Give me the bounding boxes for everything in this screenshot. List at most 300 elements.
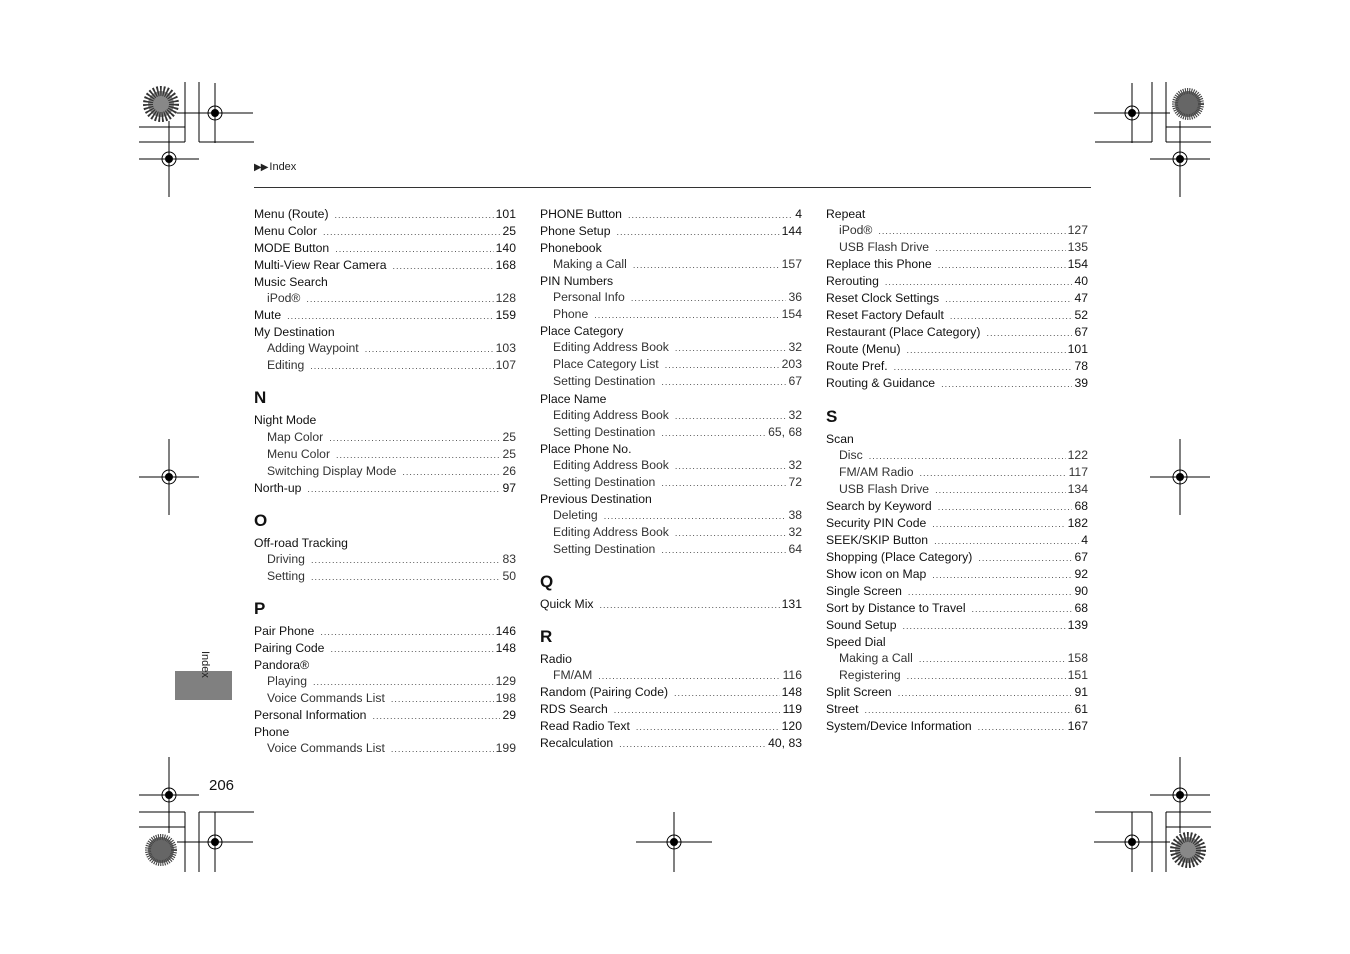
page-reference[interactable]: 151 — [1067, 668, 1088, 683]
index-entry[interactable] — [540, 223, 802, 240]
page-reference[interactable]: 39 — [1074, 376, 1088, 391]
entry-term: Read Radio Text — [540, 719, 630, 734]
page-reference[interactable]: 50 — [502, 568, 516, 583]
dot-leader — [661, 374, 786, 390]
index-subentry[interactable] — [540, 667, 802, 684]
page-reference[interactable]: 25 — [502, 446, 516, 461]
dot-leader — [365, 341, 494, 357]
index-entry[interactable] — [254, 240, 516, 257]
index-heading — [826, 206, 1088, 222]
dot-leader — [675, 525, 787, 541]
dot-leader — [978, 719, 1066, 735]
entry-term: Random (Pairing Code) — [540, 685, 669, 700]
page-reference[interactable]: 148 — [495, 640, 516, 655]
index-heading — [254, 324, 516, 340]
entry-term: Rerouting — [826, 274, 879, 289]
page-reference[interactable]: 120 — [781, 719, 802, 734]
dot-leader — [600, 597, 780, 613]
dot-leader — [320, 624, 493, 640]
entry-term: System/Device Information — [826, 719, 972, 734]
page-reference[interactable]: 36 — [788, 290, 802, 305]
dot-leader — [391, 741, 494, 757]
entry-term: Replace this Phone — [826, 257, 932, 272]
page-reference[interactable]: 107 — [495, 358, 516, 373]
index-entry[interactable] — [826, 701, 1088, 718]
entry-term: Pairing Code — [254, 640, 325, 655]
entry-term: Disc — [839, 447, 863, 462]
entry-term: Menu Color — [254, 224, 317, 239]
page-reference[interactable]: 29 — [502, 708, 516, 723]
index-entry[interactable] — [254, 223, 516, 240]
page-reference[interactable]: 135 — [1067, 240, 1088, 255]
index-subentry[interactable] — [826, 222, 1088, 239]
index-entry[interactable] — [826, 341, 1088, 358]
dot-leader — [865, 702, 1073, 718]
index-heading — [254, 535, 516, 551]
page-reference[interactable]: 119 — [782, 702, 802, 717]
entry-term: Restaurant (Place Category) — [826, 325, 981, 340]
index-subentry[interactable] — [540, 424, 802, 441]
index-subentry[interactable] — [540, 507, 802, 524]
entry-term: Editing Address Book — [553, 407, 669, 422]
dot-leader — [393, 258, 494, 274]
index-subentry[interactable] — [254, 340, 516, 357]
index-subentry[interactable] — [540, 289, 802, 306]
index-entry[interactable] — [826, 273, 1088, 290]
page-reference[interactable]: 101 — [495, 207, 516, 221]
page-reference[interactable]: 140 — [495, 241, 516, 256]
dot-leader — [986, 325, 1072, 341]
entry-term: North-up — [254, 480, 302, 495]
index-heading — [254, 724, 516, 740]
dot-leader — [619, 736, 766, 752]
entry-term: Show icon on Map — [826, 566, 927, 581]
index-subentry[interactable] — [540, 407, 802, 424]
index-heading — [540, 491, 802, 507]
dot-leader — [336, 447, 500, 463]
page-reference[interactable]: 4 — [795, 207, 802, 221]
breadcrumb[interactable] — [254, 161, 296, 173]
entry-term: Multi-View Rear Camera — [254, 258, 387, 273]
dot-leader — [935, 482, 1066, 498]
entry-term: Map Color — [267, 429, 324, 444]
index-entry[interactable] — [254, 707, 516, 724]
section-letter: S — [826, 406, 838, 426]
dot-leader — [885, 274, 1073, 290]
index-entry[interactable] — [826, 718, 1088, 735]
index-entry[interactable] — [826, 256, 1088, 273]
index-subentry[interactable] — [254, 551, 516, 568]
page-reference[interactable]: 67 — [1074, 549, 1088, 564]
index-subentry[interactable] — [826, 239, 1088, 256]
dot-leader — [335, 241, 493, 257]
index-heading — [254, 274, 516, 290]
index-entry[interactable] — [826, 498, 1088, 515]
page-reference[interactable]: 91 — [1074, 685, 1088, 700]
index-heading — [254, 412, 516, 428]
dot-leader — [598, 668, 780, 684]
page-reference[interactable]: 144 — [781, 224, 802, 239]
index-entry[interactable] — [254, 257, 516, 274]
index-subentry[interactable] — [540, 373, 802, 390]
entry-term: PHONE Button — [540, 207, 622, 221]
entry-term: Reset Clock Settings — [826, 291, 940, 306]
page-reference[interactable]: 64 — [788, 541, 802, 556]
index-entry[interactable] — [540, 206, 802, 223]
entry-term: Mute — [254, 308, 282, 323]
entry-term: Quick Mix — [540, 596, 594, 611]
entry-term: Phone — [553, 307, 589, 322]
page-reference[interactable]: 116 — [782, 668, 802, 683]
breadcrumb-label: Index — [269, 161, 297, 173]
entry-term: Place Category — [540, 324, 624, 339]
index-column-3 — [826, 206, 1088, 735]
section-letter: P — [254, 598, 266, 618]
section-letter: R — [540, 627, 553, 647]
page-reference[interactable]: 83 — [502, 551, 516, 566]
entry-term: Split Screen — [826, 685, 892, 700]
page-number: 206 — [209, 777, 235, 794]
dot-leader — [402, 464, 500, 480]
dot-leader — [323, 224, 500, 240]
page-reference[interactable]: 90 — [1074, 583, 1088, 598]
index-heading — [826, 634, 1088, 650]
entry-term: Reset Factory Default — [826, 308, 944, 323]
index-entry[interactable] — [826, 290, 1088, 307]
page-reference[interactable]: 127 — [1067, 223, 1088, 238]
dot-leader — [675, 458, 787, 474]
entry-term: Registering — [839, 668, 901, 683]
page-reference[interactable]: 65, 68 — [768, 424, 802, 439]
page-reference[interactable]: 67 — [788, 374, 802, 389]
page-reference[interactable]: 157 — [781, 257, 802, 272]
entry-term: Pandora® — [254, 657, 310, 672]
index-heading — [540, 323, 802, 339]
index-column-1 — [254, 206, 516, 757]
entry-term: PIN Numbers — [540, 274, 614, 289]
page-reference[interactable]: 139 — [1067, 618, 1088, 633]
dot-leader — [614, 702, 781, 718]
section-letter: Q — [540, 571, 554, 591]
entry-term: Setting Destination — [553, 474, 656, 489]
entry-term: Music Search — [254, 275, 328, 290]
entry-term: Making a Call — [839, 651, 913, 666]
index-subentry[interactable] — [826, 650, 1088, 667]
dot-leader — [661, 542, 786, 558]
page-reference[interactable]: 131 — [781, 596, 802, 611]
page-reference[interactable]: 128 — [495, 291, 516, 306]
index-subentry[interactable] — [254, 290, 516, 307]
entry-term: Off-road Tracking — [254, 535, 348, 550]
page-reference[interactable]: 25 — [502, 429, 516, 444]
entry-term: Editing — [267, 358, 305, 373]
dot-leader — [287, 308, 494, 324]
entry-term: Setting Destination — [553, 424, 656, 439]
dot-leader — [907, 342, 1066, 358]
page-reference[interactable]: 182 — [1067, 515, 1088, 530]
entry-term: Pair Phone — [254, 623, 315, 638]
entry-term: Scan — [826, 431, 854, 446]
index-entry[interactable] — [826, 324, 1088, 341]
page-reference[interactable]: 78 — [1074, 359, 1088, 374]
index-entry[interactable] — [826, 307, 1088, 324]
index-subentry[interactable] — [540, 356, 802, 373]
index-entry[interactable] — [254, 206, 516, 223]
dot-leader — [311, 569, 500, 585]
page-reference[interactable]: 68 — [1074, 600, 1088, 615]
entry-term: Voice Commands List — [267, 741, 385, 756]
page-reference[interactable]: 38 — [788, 507, 802, 522]
index-entry[interactable] — [826, 358, 1088, 375]
entry-term: Recalculation — [540, 736, 614, 751]
index-entry[interactable] — [826, 617, 1088, 634]
page-reference[interactable]: 167 — [1067, 719, 1088, 734]
dot-leader — [665, 357, 780, 373]
page-reference[interactable]: 97 — [502, 480, 516, 495]
index-subentry[interactable] — [254, 568, 516, 585]
dot-leader — [938, 257, 1066, 273]
index-entry[interactable] — [254, 480, 516, 497]
index-entry[interactable] — [540, 701, 802, 718]
entry-term: Place Name — [540, 391, 607, 406]
index-heading — [254, 657, 516, 673]
page-reference[interactable]: 32 — [788, 340, 802, 355]
page-reference[interactable]: 47 — [1074, 291, 1088, 306]
index-entry[interactable] — [826, 566, 1088, 583]
entry-term: Route (Menu) — [826, 342, 901, 357]
index-heading — [540, 273, 802, 289]
dot-leader — [335, 207, 494, 223]
page-reference[interactable]: 68 — [1074, 498, 1088, 513]
entry-term: Deleting — [553, 507, 598, 522]
index-heading — [540, 441, 802, 457]
page-reference[interactable]: 67 — [1074, 325, 1088, 340]
entry-term: USB Flash Drive — [839, 481, 930, 496]
index-column-2 — [540, 206, 802, 752]
dot-leader — [313, 674, 494, 690]
index-entry[interactable] — [254, 640, 516, 657]
index-entry[interactable] — [254, 623, 516, 640]
page-reference[interactable]: 159 — [495, 308, 516, 323]
dot-leader — [594, 307, 779, 323]
entry-term: iPod® — [267, 291, 301, 306]
page-reference[interactable]: 198 — [495, 691, 516, 706]
index-subentry[interactable] — [826, 667, 1088, 684]
page-reference[interactable]: 117 — [1068, 464, 1088, 479]
page-reference[interactable]: 92 — [1074, 566, 1088, 581]
entry-term: Phone — [254, 725, 290, 740]
entry-term: Setting Destination — [553, 541, 656, 556]
dot-leader — [898, 685, 1073, 701]
dot-leader — [950, 308, 1073, 324]
index-subentry[interactable] — [540, 306, 802, 323]
entry-term: Voice Commands List — [267, 691, 385, 706]
dot-leader — [631, 290, 787, 306]
index-entry[interactable] — [826, 515, 1088, 532]
entry-term: Editing Address Book — [553, 457, 669, 472]
entry-term: Making a Call — [553, 257, 627, 272]
dot-leader — [934, 533, 1079, 549]
page-reference[interactable]: 26 — [502, 463, 516, 478]
page-reference[interactable]: 32 — [788, 407, 802, 422]
entry-term: FM/AM — [553, 668, 593, 683]
entry-term: Route Pref. — [826, 359, 888, 374]
entry-term: MODE Button — [254, 241, 330, 256]
page-reference[interactable]: 122 — [1067, 447, 1088, 462]
entry-term: Personal Info — [553, 290, 625, 305]
entry-term: Repeat — [826, 207, 866, 221]
index-subentry[interactable] — [254, 429, 516, 446]
entry-term: Place Phone No. — [540, 441, 632, 456]
entry-term: Sound Setup — [826, 618, 897, 633]
dot-leader — [306, 291, 493, 307]
page-reference[interactable]: 40, 83 — [768, 736, 802, 751]
entry-term: Phonebook — [540, 241, 602, 256]
index-entry[interactable] — [540, 718, 802, 735]
entry-term: FM/AM Radio — [839, 464, 914, 479]
entry-term: Single Screen — [826, 583, 902, 598]
index-subentry[interactable] — [540, 457, 802, 474]
dot-leader — [307, 481, 500, 497]
index-subentry[interactable] — [254, 446, 516, 463]
dot-leader — [604, 508, 787, 524]
page-reference[interactable]: 154 — [1067, 257, 1088, 272]
page-reference[interactable]: 4 — [1081, 532, 1088, 547]
page-reference[interactable]: 134 — [1067, 481, 1088, 496]
dot-leader — [372, 708, 500, 724]
index-entry[interactable] — [540, 684, 802, 701]
index-entry[interactable] — [826, 583, 1088, 600]
index-subentry[interactable] — [826, 447, 1088, 464]
entry-term: Adding Waypoint — [267, 341, 359, 356]
index-entry[interactable] — [826, 600, 1088, 617]
dot-leader — [674, 685, 780, 701]
index-entry[interactable] — [540, 596, 802, 613]
index-entry[interactable] — [826, 549, 1088, 566]
index-subentry[interactable] — [254, 740, 516, 757]
dot-leader — [661, 475, 786, 491]
entry-term: Radio — [540, 652, 572, 667]
entry-term: Search by Keyword — [826, 498, 932, 513]
page-reference[interactable]: 32 — [788, 524, 802, 539]
page-reference[interactable]: 168 — [495, 258, 516, 273]
section-letter: O — [254, 510, 268, 530]
page-reference[interactable]: 103 — [495, 341, 516, 356]
page-reference[interactable]: 61 — [1074, 702, 1088, 717]
double-arrow-icon: ▶▶ — [254, 162, 268, 173]
dot-leader — [908, 584, 1073, 600]
dot-leader — [878, 223, 1065, 239]
index-entry[interactable] — [826, 684, 1088, 701]
dot-leader — [935, 240, 1066, 256]
page-reference[interactable]: 199 — [495, 741, 516, 756]
dot-leader — [941, 376, 1072, 392]
dot-leader — [633, 257, 780, 273]
page-reference[interactable]: 203 — [781, 357, 802, 372]
dot-leader — [894, 359, 1073, 375]
entry-term: Night Mode — [254, 413, 317, 428]
page-reference[interactable]: 148 — [781, 685, 802, 700]
page-reference[interactable]: 52 — [1074, 308, 1088, 323]
dot-leader — [311, 552, 501, 568]
page-reference[interactable]: 154 — [781, 307, 802, 322]
dot-leader — [945, 291, 1072, 307]
index-subentry[interactable] — [540, 524, 802, 541]
entry-term: Routing & Guidance — [826, 376, 936, 391]
index-subentry[interactable] — [254, 690, 516, 707]
entry-term: Menu Color — [267, 446, 330, 461]
entry-term: Driving — [267, 551, 305, 566]
page-reference[interactable]: 72 — [788, 474, 802, 489]
entry-term: Security PIN Code — [826, 515, 927, 530]
entry-term: iPod® — [839, 223, 873, 238]
page-reference[interactable]: 40 — [1074, 274, 1088, 289]
dot-leader — [391, 691, 494, 707]
dot-leader — [932, 567, 1072, 583]
index-subentry[interactable] — [540, 256, 802, 273]
index-subentry[interactable] — [540, 339, 802, 356]
index-heading — [826, 431, 1088, 447]
dot-leader — [938, 499, 1073, 515]
index-heading — [540, 240, 802, 256]
header-rule — [254, 187, 1091, 188]
index-subentry[interactable] — [826, 464, 1088, 481]
page-reference[interactable]: 129 — [495, 673, 516, 688]
index-subentry[interactable] — [540, 474, 802, 491]
dot-leader — [972, 601, 1073, 617]
index-subentry[interactable] — [254, 357, 516, 374]
entry-term: Editing Address Book — [553, 340, 669, 355]
dot-leader — [978, 550, 1072, 566]
dot-leader — [675, 408, 787, 424]
dot-leader — [902, 618, 1065, 634]
entry-term: Playing — [267, 673, 307, 688]
entry-term: SEEK/SKIP Button — [826, 532, 929, 547]
entry-term: My Destination — [254, 325, 335, 340]
index-subentry[interactable] — [254, 673, 516, 690]
entry-term: Menu (Route) — [254, 207, 329, 221]
dot-leader — [920, 465, 1067, 481]
entry-term: Editing Address Book — [553, 524, 669, 539]
entry-term: Phone Setup — [540, 224, 611, 239]
index-subentry[interactable] — [540, 541, 802, 558]
page-reference[interactable]: 25 — [502, 224, 516, 239]
dot-leader — [616, 224, 779, 240]
entry-term: Setting Destination — [553, 374, 656, 389]
page-reference[interactable]: 158 — [1067, 651, 1088, 666]
index-entry[interactable] — [254, 307, 516, 324]
dot-leader — [869, 448, 1066, 464]
entry-term: USB Flash Drive — [839, 240, 930, 255]
page-reference[interactable]: 101 — [1067, 342, 1088, 357]
index-subentry[interactable] — [826, 481, 1088, 498]
entry-term: Shopping (Place Category) — [826, 549, 973, 564]
page-reference[interactable]: 146 — [495, 623, 516, 638]
index-heading — [540, 651, 802, 667]
dot-leader — [636, 719, 780, 735]
entry-term: Place Category List — [553, 357, 659, 372]
page-reference[interactable]: 32 — [788, 457, 802, 472]
index-entry[interactable] — [826, 375, 1088, 392]
dot-leader — [628, 207, 793, 223]
entry-term: Previous Destination — [540, 491, 652, 506]
entry-term: Speed Dial — [826, 635, 886, 650]
dot-leader — [329, 430, 500, 446]
index-entry[interactable] — [540, 735, 802, 752]
index-subentry[interactable] — [254, 463, 516, 480]
index-entry[interactable] — [826, 532, 1088, 549]
entry-term: Switching Display Mode — [267, 463, 397, 478]
